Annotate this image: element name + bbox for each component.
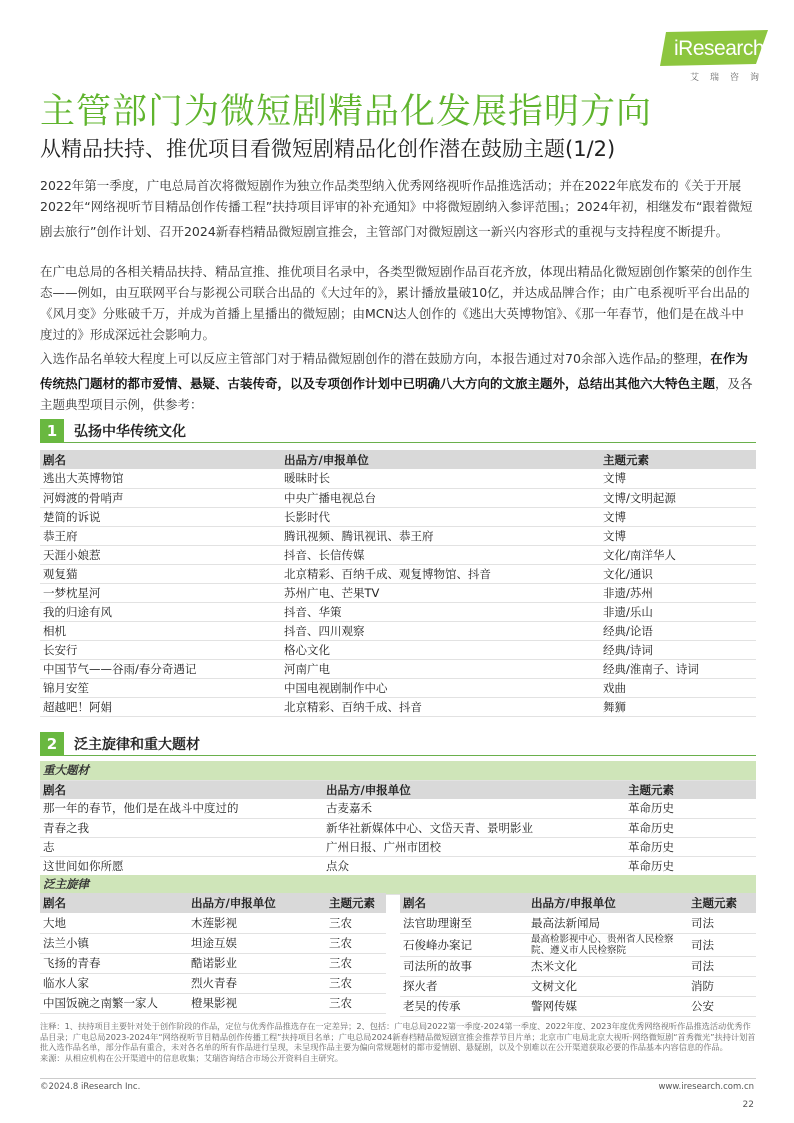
para3-text-b: 的整理， [660, 351, 711, 366]
table-row [40, 564, 756, 583]
table-row [40, 583, 756, 602]
cell-producer: 文树文化 [528, 976, 688, 996]
cell-title: 相机 [40, 621, 281, 640]
cell-producer: 新华社新媒体中心、文岱天青、景明影业 [323, 818, 625, 837]
cell-title: 逃出大英博物馆 [40, 469, 281, 488]
cell-title: 天涯小娘惹 [40, 545, 281, 564]
category-row-major [40, 761, 756, 780]
section-2-title: 泛主旋律和重大题材 [74, 737, 200, 753]
table-header-row [40, 450, 756, 469]
cell-producer: 橙果影视 [188, 993, 326, 1013]
cell-title: 观复猫 [40, 564, 281, 583]
cell-theme: 经典/淮南子、诗词 [600, 659, 756, 678]
cell-producer: 北京精彩、百纳千成、观复博物馆、抖音 [281, 564, 600, 583]
table-row [40, 469, 756, 488]
mainstream-tables [40, 893, 756, 1015]
footnote-ref-1: 1 [559, 206, 565, 214]
col-header-title: 剧名 [40, 893, 188, 913]
cell-theme: 文博 [600, 526, 756, 545]
cell-producer: 暖昧时长 [281, 469, 600, 488]
col-header-theme: 主题元素 [688, 893, 756, 913]
cell-theme: 公安 [688, 996, 756, 1016]
cell-theme: 革命历史 [625, 837, 756, 856]
col-header-producer: 出品方/申报单位 [528, 893, 688, 913]
section-2-header [40, 732, 756, 756]
cell-title: 司法所的故事 [400, 956, 528, 976]
footer-copyright: ©2024.8 iResearch Inc. [40, 1082, 141, 1092]
cell-title: 临水人家 [40, 973, 188, 993]
table-row [40, 973, 386, 993]
cell-title: 老吴的传承 [400, 996, 528, 1016]
col-header-producer: 出品方/申报单位 [323, 780, 625, 799]
col-header-theme: 主题元素 [326, 893, 386, 913]
cell-theme: 非遗/乐山 [600, 602, 756, 621]
cell-producer: 中国电视剧制作中心 [281, 678, 600, 697]
cell-producer: 杰米文化 [528, 956, 688, 976]
cell-theme: 革命历史 [625, 818, 756, 837]
table-row [40, 799, 756, 818]
notes-source: 来源：从相应机构在公开渠道中的信息收集；艾瑞咨询结合市场公开资料自主研究。 [40, 1052, 343, 1063]
section-2-number: 2 [40, 732, 64, 756]
intro-paragraph-1 [40, 175, 756, 242]
page-title: 主管部门为微短剧精品化发展指明方向 [40, 92, 653, 132]
table-row [40, 640, 756, 659]
cell-producer: 木莲影视 [188, 913, 326, 933]
table-row [40, 953, 386, 973]
cell-title: 锦月安笙 [40, 678, 281, 697]
category-label-major: 重大题材 [40, 761, 756, 780]
cell-theme: 消防 [688, 976, 756, 996]
para2-text: 在广电总局的各相关精品扶持、精品宣推、推优项目名录中，各类型微短剧作品百花齐放，体现出精品化微短剧创作繁荣的创作生态——例如，由互联网平台与影视公司联合出品的《大过年的》，累计播放量破10亿，并达成品牌合作；由广电系视听平台出品的《风月变》分账破千万，并成为首播上星播出的微短剧；由MCN达人创作的《逃出大英博物馆》、《那一年春节，他们是在战斗中度过的》形成深远社会影响力。 [40, 264, 753, 342]
table-row [40, 856, 756, 875]
cell-producer: 抖音、华策 [281, 602, 600, 621]
col-header-producer: 出品方/申报单位 [188, 893, 326, 913]
table-row [40, 488, 756, 507]
cell-theme: 非遗/苏州 [600, 583, 756, 602]
col-header-producer: 出品方/申报单位 [281, 450, 600, 469]
cell-producer: 抖音、长信传媒 [281, 545, 600, 564]
cell-producer: 广州日报、广州市团校 [323, 837, 625, 856]
para3-text-c: ，及各主题典型项目示例，供参考： [40, 376, 753, 412]
cell-producer: 河南广电 [281, 659, 600, 678]
cell-title: 恭王府 [40, 526, 281, 545]
cell-producer: 烈火青春 [188, 973, 326, 993]
section-2-major-table [40, 761, 756, 876]
table-row [40, 993, 386, 1013]
cell-producer: 警网传媒 [528, 996, 688, 1016]
cell-title: 中国饭碗之南繁一家人 [40, 993, 188, 1013]
table-row [40, 602, 756, 621]
notes [40, 1021, 756, 1063]
cell-theme: 司法 [688, 913, 756, 933]
table-row [400, 956, 756, 976]
cell-theme: 三农 [326, 953, 386, 973]
cell-title: 志 [40, 837, 323, 856]
para3-text-a: 入选作品名单较大程度上可以反应主管部门对于精品微短剧创作的潜在鼓励方向，本报告通过对70余部入选作品 [40, 351, 656, 366]
col-header-title: 剧名 [40, 780, 323, 799]
cell-theme: 三农 [326, 993, 386, 1013]
table-row [40, 621, 756, 640]
cell-title: 中国节气——谷雨/春分奇遇记 [40, 659, 281, 678]
table-row [400, 913, 756, 933]
cell-producer: 腾讯视频、腾讯视讯、恭王府 [281, 526, 600, 545]
col-header-title: 剧名 [40, 450, 281, 469]
footer-divider [40, 1078, 756, 1079]
table-row [400, 933, 756, 956]
cell-title: 这世间如你所愿 [40, 856, 323, 875]
section-1-header [40, 419, 756, 443]
table-row [400, 996, 756, 1016]
cell-producer: 苏州广电、芒果TV [281, 583, 600, 602]
section-1-number: 1 [40, 419, 64, 443]
cell-title: 青春之我 [40, 818, 323, 837]
cell-producer: 最高法新闻局 [528, 913, 688, 933]
table-row [40, 697, 756, 716]
footnote-ref-2: 2 [655, 358, 661, 366]
iresearch-logo [660, 28, 770, 88]
cell-title: 法官助理谢至 [400, 913, 528, 933]
cell-theme: 三农 [326, 933, 386, 953]
cell-producer: 最高检影视中心、贵州省人民检察院、遵义市人民检察院 [528, 933, 688, 956]
intro-paragraph-3 [40, 348, 756, 415]
table-row [40, 507, 756, 526]
table-row [40, 837, 756, 856]
mainstream-left-table [40, 893, 386, 1014]
cell-title: 长安行 [40, 640, 281, 659]
cell-title: 石俊峰办案记 [400, 933, 528, 956]
logo-text: iResearch [674, 37, 765, 60]
para1-text-b: ；2024年初，相继发布“跟着微短剧去旅行”创作计划、召开2024新春档精品微短剧宣推会，主管部门对微短剧这一新兴内容形式的重视与支持程度不断提升。 [40, 199, 753, 239]
cell-title: 我的归途有风 [40, 602, 281, 621]
table-row [40, 818, 756, 837]
cell-title: 探火者 [400, 976, 528, 996]
section-1-title: 弘扬中华传统文化 [74, 424, 186, 440]
cell-theme: 司法 [688, 933, 756, 956]
cell-producer: 点众 [323, 856, 625, 875]
cell-theme: 文化/通识 [600, 564, 756, 583]
mainstream-right-table [400, 893, 756, 1017]
table-row [40, 526, 756, 545]
cell-title: 法兰小镇 [40, 933, 188, 953]
cell-theme: 文博 [600, 507, 756, 526]
table-header-row [400, 893, 756, 913]
cell-producer: 长影时代 [281, 507, 600, 526]
cell-theme: 革命历史 [625, 856, 756, 875]
cell-producer: 北京精彩、百纳千成、抖音 [281, 697, 600, 716]
cell-theme: 经典/诗词 [600, 640, 756, 659]
footer-website-link[interactable]: www.iresearch.com.cn [658, 1082, 754, 1092]
table-row [40, 678, 756, 697]
cell-producer: 坦途互娱 [188, 933, 326, 953]
cell-title: 飞扬的青春 [40, 953, 188, 973]
intro-paragraph-2 [40, 261, 756, 345]
table-row [40, 545, 756, 564]
col-header-theme: 主题元素 [625, 780, 756, 799]
cell-theme: 舞狮 [600, 697, 756, 716]
section-1-table [40, 450, 756, 717]
table-header-row [40, 780, 756, 799]
cell-title: 楚简的诉说 [40, 507, 281, 526]
cell-theme: 文博 [600, 469, 756, 488]
page-number: 22 [742, 1100, 754, 1110]
category-label-mainstream: 泛主旋律 [40, 875, 756, 894]
table-row [40, 933, 386, 953]
cell-theme: 文博/文明起源 [600, 488, 756, 507]
cell-theme: 三农 [326, 913, 386, 933]
col-header-theme: 主题元素 [600, 450, 756, 469]
cell-theme: 经典/论语 [600, 621, 756, 640]
table-row [40, 913, 386, 933]
page-subtitle: 从精品扶持、推优项目看微短剧精品化创作潜在鼓励主题(1/2) [40, 137, 616, 161]
col-header-title: 剧名 [400, 893, 528, 913]
cell-title: 超越吧！阿娟 [40, 697, 281, 716]
cell-theme: 革命历史 [625, 799, 756, 818]
cell-producer: 格心文化 [281, 640, 600, 659]
para3-bold-text: 在作为传统热门题材的都市爱情、悬疑、古装传奇，以及专项创作计划中已明确八大方向的文旅主题外，总结出其他六大特色主题 [40, 351, 748, 391]
cell-producer: 中央广播电视总台 [281, 488, 600, 507]
logo-cn-text: 艾瑞咨询 [690, 73, 771, 83]
cell-theme: 三农 [326, 973, 386, 993]
cell-title: 河姆渡的骨哨声 [40, 488, 281, 507]
cell-producer: 抖音、四川观察 [281, 621, 600, 640]
cell-theme: 文化/南洋华人 [600, 545, 756, 564]
category-row-mainstream [40, 875, 756, 894]
cell-theme: 司法 [688, 956, 756, 976]
notes-annotation: 注释：1、扶持项目主要针对处于创作阶段的作品，定位与优秀作品推选存在一定差异；2、包括：广电总局2022第一季度-2024第一季度、2022年度、2023年度优秀网络视听作品推选活动优秀作品目录；广电总局2023-2024年“网络视听节目精品创作传播工程”扶持项目名单；广电总局2024新春档精品微短剧宣推会推荐节目片单；北京市广电局北京大视听·网络微短剧“首秀微光”扶持计划首批入选作品名单，部分作品有重合，未对各名单的所有作品进行呈现，未呈现作品主要为偏向常规题材的都市爱情剧、悬疑剧，以及个别难以在公开渠道获取必要的作品基本内容信息的作品。 [40, 1021, 756, 1052]
para1-text-a: 2022年第一季度，广电总局首次将微短剧作为独立作品类型纳入优秀网络视听作品推选活动；并在2022年底发布的《关于开展2022年“网络视听节目精品创作传播工程”扶持项目评审的补充通知》中将微短剧纳入参评范围 [40, 178, 742, 214]
cell-title: 那一年的春节，他们是在战斗中度过的 [40, 799, 323, 818]
table-header-row [40, 893, 386, 913]
table-row [400, 976, 756, 996]
table-row [40, 659, 756, 678]
cell-producer: 古麦嘉禾 [323, 799, 625, 818]
cell-title: 一梦枕星河 [40, 583, 281, 602]
cell-producer: 酷诺影业 [188, 953, 326, 973]
cell-title: 大地 [40, 913, 188, 933]
cell-theme: 戏曲 [600, 678, 756, 697]
category-row-mainstream-wrap [40, 875, 756, 895]
